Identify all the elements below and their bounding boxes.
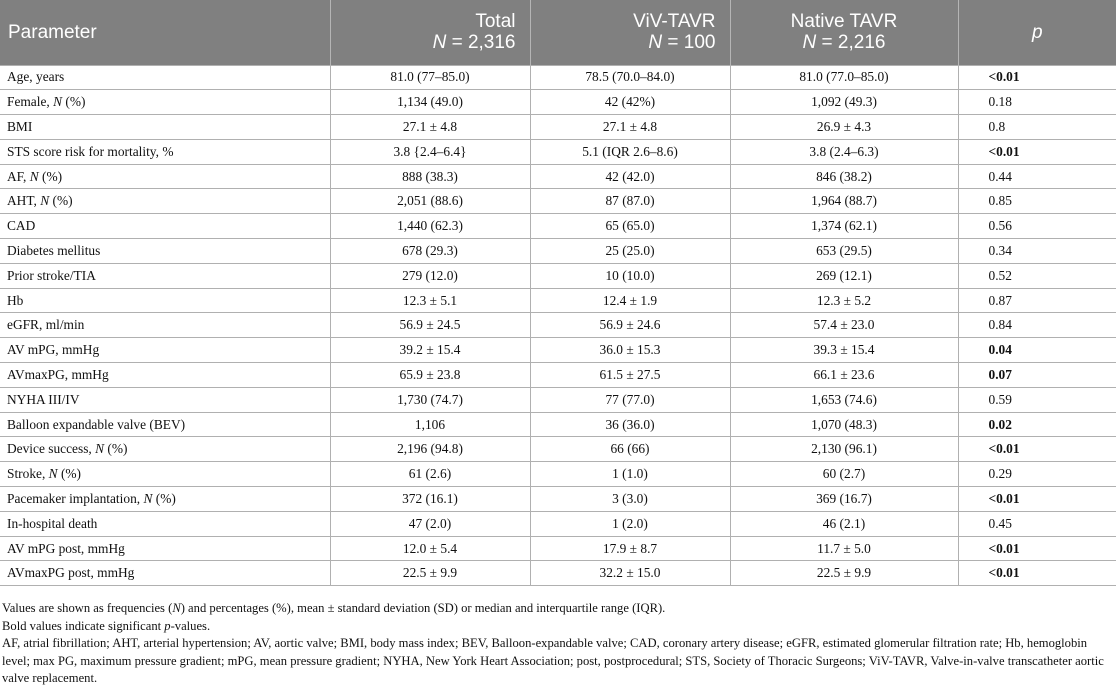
cell-native-tavr: 60 (2.7) — [730, 462, 958, 487]
cell-native-tavr: 3.8 (2.4–6.3) — [730, 139, 958, 164]
table-row — [0, 90, 1116, 115]
cell-native-tavr: 1,070 (48.3) — [730, 412, 958, 437]
cell-native-tavr: 1,964 (88.7) — [730, 189, 958, 214]
table-row — [0, 214, 1116, 239]
cell-total: 22.5 ± 9.9 — [330, 561, 530, 586]
cell-parameter: AVmaxPG, mmHg — [0, 363, 330, 388]
footnote-bold: Bold values indicate significant p-values. — [2, 618, 211, 633]
cell-total: 12.0 ± 5.4 — [330, 536, 530, 561]
cell-viv-tavr: 61.5 ± 27.5 — [530, 363, 730, 388]
cell-p-value: <0.01 — [958, 437, 1116, 462]
table-row — [0, 139, 1116, 164]
table-row — [0, 239, 1116, 264]
header-total — [330, 0, 530, 65]
cell-parameter: BMI — [0, 115, 330, 140]
table-row — [0, 313, 1116, 338]
cell-p-value: 0.29 — [958, 462, 1116, 487]
table-row — [0, 511, 1116, 536]
cell-native-tavr: 12.3 ± 5.2 — [730, 288, 958, 313]
cell-parameter: Prior stroke/TIA — [0, 263, 330, 288]
cell-total: 47 (2.0) — [330, 511, 530, 536]
table-row — [0, 536, 1116, 561]
cell-p-value: <0.01 — [958, 561, 1116, 586]
cell-p-value: 0.52 — [958, 263, 1116, 288]
cell-total: 1,134 (49.0) — [330, 90, 530, 115]
cell-viv-tavr: 56.9 ± 24.6 — [530, 313, 730, 338]
table-row — [0, 288, 1116, 313]
table-header — [0, 0, 1116, 65]
cell-parameter: Age, years — [0, 65, 330, 90]
cell-native-tavr: 2,130 (96.1) — [730, 437, 958, 462]
cell-p-value: 0.02 — [958, 412, 1116, 437]
cell-native-tavr: 11.7 ± 5.0 — [730, 536, 958, 561]
table-row — [0, 462, 1116, 487]
cell-native-tavr: 26.9 ± 4.3 — [730, 115, 958, 140]
cell-p-value: 0.56 — [958, 214, 1116, 239]
cell-parameter: NYHA III/IV — [0, 387, 330, 412]
cell-p-value: 0.45 — [958, 511, 1116, 536]
cell-viv-tavr: 42 (42.0) — [530, 164, 730, 189]
cell-p-value: 0.07 — [958, 363, 1116, 388]
cell-parameter: STS score risk for mortality, % — [0, 139, 330, 164]
cell-native-tavr: 653 (29.5) — [730, 239, 958, 264]
footnote-values: Values are shown as frequencies (N) and percentages (%), mean ± standard deviation (SD) or median and interquartile range (IQR). — [2, 601, 666, 615]
cell-total: 27.1 ± 4.8 — [330, 115, 530, 140]
cell-parameter: AVmaxPG post, mmHg — [0, 561, 330, 586]
cell-native-tavr: 22.5 ± 9.9 — [730, 561, 958, 586]
cell-viv-tavr: 3 (3.0) — [530, 487, 730, 512]
cell-viv-tavr: 12.4 ± 1.9 — [530, 288, 730, 313]
cell-total: 61 (2.6) — [330, 462, 530, 487]
cell-p-value: <0.01 — [958, 487, 1116, 512]
cell-parameter: CAD — [0, 214, 330, 239]
cell-total: 279 (12.0) — [330, 263, 530, 288]
cell-p-value: 0.85 — [958, 189, 1116, 214]
cell-p-value: 0.34 — [958, 239, 1116, 264]
cell-parameter: Hb — [0, 288, 330, 313]
cell-parameter: Balloon expandable valve (BEV) — [0, 412, 330, 437]
header-parameter: Parameter — [0, 0, 330, 65]
cell-viv-tavr: 1 (1.0) — [530, 462, 730, 487]
cell-native-tavr: 1,374 (62.1) — [730, 214, 958, 239]
cell-total: 1,730 (74.7) — [330, 387, 530, 412]
cell-viv-tavr: 77 (77.0) — [530, 387, 730, 412]
cell-parameter: Pacemaker implantation, N (%) — [0, 487, 330, 512]
header-viv-label: ViV-TAVR — [633, 11, 716, 33]
cell-parameter: Stroke, N (%) — [0, 462, 330, 487]
cell-p-value: <0.01 — [958, 139, 1116, 164]
cell-viv-tavr: 25 (25.0) — [530, 239, 730, 264]
table-row — [0, 164, 1116, 189]
cell-viv-tavr: 10 (10.0) — [530, 263, 730, 288]
cell-total: 81.0 (77–85.0) — [330, 65, 530, 90]
table-row — [0, 263, 1116, 288]
cell-viv-tavr: 36.0 ± 15.3 — [530, 338, 730, 363]
cell-native-tavr: 81.0 (77.0–85.0) — [730, 65, 958, 90]
cell-total: 1,440 (62.3) — [330, 214, 530, 239]
table-row — [0, 412, 1116, 437]
header-total-label: Total — [475, 11, 516, 33]
cell-viv-tavr: 5.1 (IQR 2.6–8.6) — [530, 139, 730, 164]
header-row — [0, 0, 1116, 65]
cell-native-tavr: 1,653 (74.6) — [730, 387, 958, 412]
cell-parameter: AV mPG post, mmHg — [0, 536, 330, 561]
table-row — [0, 561, 1116, 586]
cell-viv-tavr: 66 (66) — [530, 437, 730, 462]
cell-total: 2,051 (88.6) — [330, 189, 530, 214]
cell-native-tavr: 46 (2.1) — [730, 511, 958, 536]
cell-p-value: 0.59 — [958, 387, 1116, 412]
cell-native-tavr: 269 (12.1) — [730, 263, 958, 288]
header-native-n: N = 2,216 — [802, 32, 886, 54]
cell-native-tavr: 39.3 ± 15.4 — [730, 338, 958, 363]
cell-total: 3.8 {2.4–6.4} — [330, 139, 530, 164]
cell-p-value: 0.04 — [958, 338, 1116, 363]
cell-p-value: 0.18 — [958, 90, 1116, 115]
header-total-n: N = 2,316 — [432, 32, 516, 54]
cell-p-value: 0.44 — [958, 164, 1116, 189]
table-row — [0, 387, 1116, 412]
cell-total: 39.2 ± 15.4 — [330, 338, 530, 363]
table-row — [0, 189, 1116, 214]
cell-viv-tavr: 36 (36.0) — [530, 412, 730, 437]
cell-parameter: In-hospital death — [0, 511, 330, 536]
table-row — [0, 487, 1116, 512]
cell-p-value: 0.84 — [958, 313, 1116, 338]
cell-native-tavr: 66.1 ± 23.6 — [730, 363, 958, 388]
cell-parameter: eGFR, ml/min — [0, 313, 330, 338]
table-row — [0, 363, 1116, 388]
cell-viv-tavr: 17.9 ± 8.7 — [530, 536, 730, 561]
cell-parameter: Diabetes mellitus — [0, 239, 330, 264]
cell-viv-tavr: 65 (65.0) — [530, 214, 730, 239]
cell-viv-tavr: 87 (87.0) — [530, 189, 730, 214]
cell-total: 888 (38.3) — [330, 164, 530, 189]
cell-parameter: AHT, N (%) — [0, 189, 330, 214]
cell-viv-tavr: 1 (2.0) — [530, 511, 730, 536]
cell-native-tavr: 1,092 (49.3) — [730, 90, 958, 115]
cell-viv-tavr: 42 (42%) — [530, 90, 730, 115]
cell-total: 12.3 ± 5.1 — [330, 288, 530, 313]
table-footnotes — [2, 600, 1114, 688]
header-p-value: p — [1031, 21, 1043, 43]
header-native-label: Native TAVR — [790, 11, 898, 33]
table-body — [0, 65, 1116, 586]
cell-viv-tavr: 27.1 ± 4.8 — [530, 115, 730, 140]
cell-viv-tavr: 32.2 ± 15.0 — [530, 561, 730, 586]
footnote-abbreviations: AF, atrial fibrillation; AHT, arterial hypertension; AV, aortic valve; BMI, body mass index; BEV, Balloon-expandable valve; CAD, coronary artery disease; eGFR, estimated glomerular filtration rate; Hb, hemoglobin level; max PG, maximum pressure gradient; mPG, mean pressure gradient; NYHA, New York Heart Association; post, postprocedural; STS, Society of Thoracic Surgeons; ViV-TAVR, Valve-in-valve transcatheter aortic valve replacement. — [2, 636, 1104, 686]
cell-total: 1,106 — [330, 412, 530, 437]
cell-total: 678 (29.3) — [330, 239, 530, 264]
header-viv-n: N = 100 — [648, 32, 716, 54]
table-row — [0, 338, 1116, 363]
cell-p-value: 0.8 — [958, 115, 1116, 140]
cell-p-value: <0.01 — [958, 65, 1116, 90]
cell-p-value: <0.01 — [958, 536, 1116, 561]
cell-total: 56.9 ± 24.5 — [330, 313, 530, 338]
cell-native-tavr: 369 (16.7) — [730, 487, 958, 512]
table-row — [0, 115, 1116, 140]
cell-parameter: AF, N (%) — [0, 164, 330, 189]
header-native-tavr — [730, 0, 958, 65]
cell-parameter: AV mPG, mmHg — [0, 338, 330, 363]
cell-total: 372 (16.1) — [330, 487, 530, 512]
cell-native-tavr: 846 (38.2) — [730, 164, 958, 189]
cell-parameter: Female, N (%) — [0, 90, 330, 115]
cell-total: 2,196 (94.8) — [330, 437, 530, 462]
cell-total: 65.9 ± 23.8 — [330, 363, 530, 388]
table-row — [0, 437, 1116, 462]
cell-p-value: 0.87 — [958, 288, 1116, 313]
cell-viv-tavr: 78.5 (70.0–84.0) — [530, 65, 730, 90]
cell-parameter: Device success, N (%) — [0, 437, 330, 462]
cell-native-tavr: 57.4 ± 23.0 — [730, 313, 958, 338]
table-row — [0, 65, 1116, 90]
header-viv-tavr — [530, 0, 730, 65]
